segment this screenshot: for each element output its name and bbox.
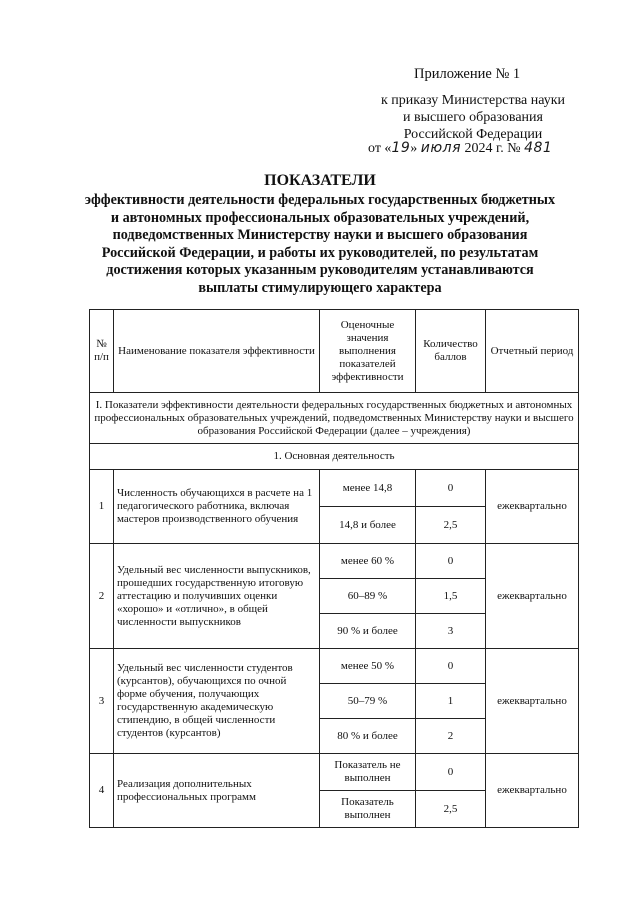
order-number-handwritten: 481 [524,140,553,156]
appendix-title: Приложение № 1 [414,66,521,82]
table-row [90,649,579,684]
row-number: 4 [90,754,114,828]
indicator-name: Удельный вес численности студентов (курсантов), обучающихся по очной форме обучения, получающих государственную академическую стипендию, в общей численности студентов (курсантов) [114,649,320,754]
value-cell: менее 50 % [320,649,416,684]
indicators-table [89,309,579,828]
value-cell: 50–79 % [320,684,416,719]
points-cell: 0 [416,754,486,791]
document-title: ПОКАЗАТЕЛИ [264,172,376,189]
section-title: I. Показатели эффективности деятельности федеральных государственных бюджетных и автономных профессиональных образовательных учреждений, подведомственных Министерству науки и высшего образования Российской Федерации (далее – учреждения) [90,393,579,444]
document-subtitle: эффективности деятельности федеральных государственных бюджетных и автономных профессиональных образовательных учреждений, подведомственных Министерству науки и высшего образования Российской Федерации, и работы их руководителей, по результатам достижения которых указанным руководителям устанавливаются выплаты стимулирующего характера [84,192,556,296]
value-cell: Показатель выполнен [320,791,416,828]
row-number: 3 [90,649,114,754]
value-cell: 60–89 % [320,579,416,614]
indicator-name: Численность обучающихся в расчете на 1 педагогического работника, включая мастеров производственного обучения [114,470,320,544]
value-cell: 14,8 и более [320,507,416,544]
header-name: Наименование показателя эффективности [114,310,320,393]
points-cell: 1,5 [416,579,486,614]
row-number: 1 [90,470,114,544]
points-cell: 1 [416,684,486,719]
points-cell: 0 [416,544,486,579]
subsection-row [90,444,579,470]
table-row [90,470,579,507]
points-cell: 0 [416,649,486,684]
points-cell: 0 [416,470,486,507]
points-cell: 2 [416,719,486,754]
header-values: Оценочные значения выполнения показателей эффективности [320,310,416,393]
table-row [90,754,579,791]
appendix-line: к приказу Министерства науки [380,93,566,108]
value-cell: Показатель не выполнен [320,754,416,791]
date-middle: » [410,141,418,156]
header-points: Количество баллов [416,310,486,393]
indicator-name: Реализация дополнительных профессиональных программ [114,754,320,828]
appendix-line: Российской Федерации [403,127,543,142]
date-month-handwritten: июля [420,140,462,156]
header-period: Отчетный период [486,310,579,393]
row-number: 2 [90,544,114,649]
value-cell: менее 14,8 [320,470,416,507]
table-row [90,544,579,579]
value-cell: менее 60 % [320,544,416,579]
appendix-date [368,140,552,157]
period-cell: ежеквартально [486,754,579,828]
period-cell: ежеквартально [486,649,579,754]
appendix-line: и высшего образования [403,110,543,125]
section-row [90,393,579,444]
period-cell: ежеквартально [486,544,579,649]
date-day-handwritten: 19 [391,140,411,156]
date-prefix: от « [368,141,392,156]
table-header-row [90,310,579,393]
date-year: 2024 г. № [464,141,521,156]
period-cell: ежеквартально [486,470,579,544]
indicator-name: Удельный вес численности выпускников, прошедших государственную итоговую аттестацию и получивших оценки «хорошо» и «отлично», в общей численности выпускников [114,544,320,649]
points-cell: 2,5 [416,791,486,828]
subsection-title: 1. Основная деятельность [90,444,579,470]
header-num: № п/п [90,310,114,393]
points-cell: 2,5 [416,507,486,544]
value-cell: 80 % и более [320,719,416,754]
value-cell: 90 % и более [320,614,416,649]
points-cell: 3 [416,614,486,649]
appendix-order-reference [360,92,586,143]
